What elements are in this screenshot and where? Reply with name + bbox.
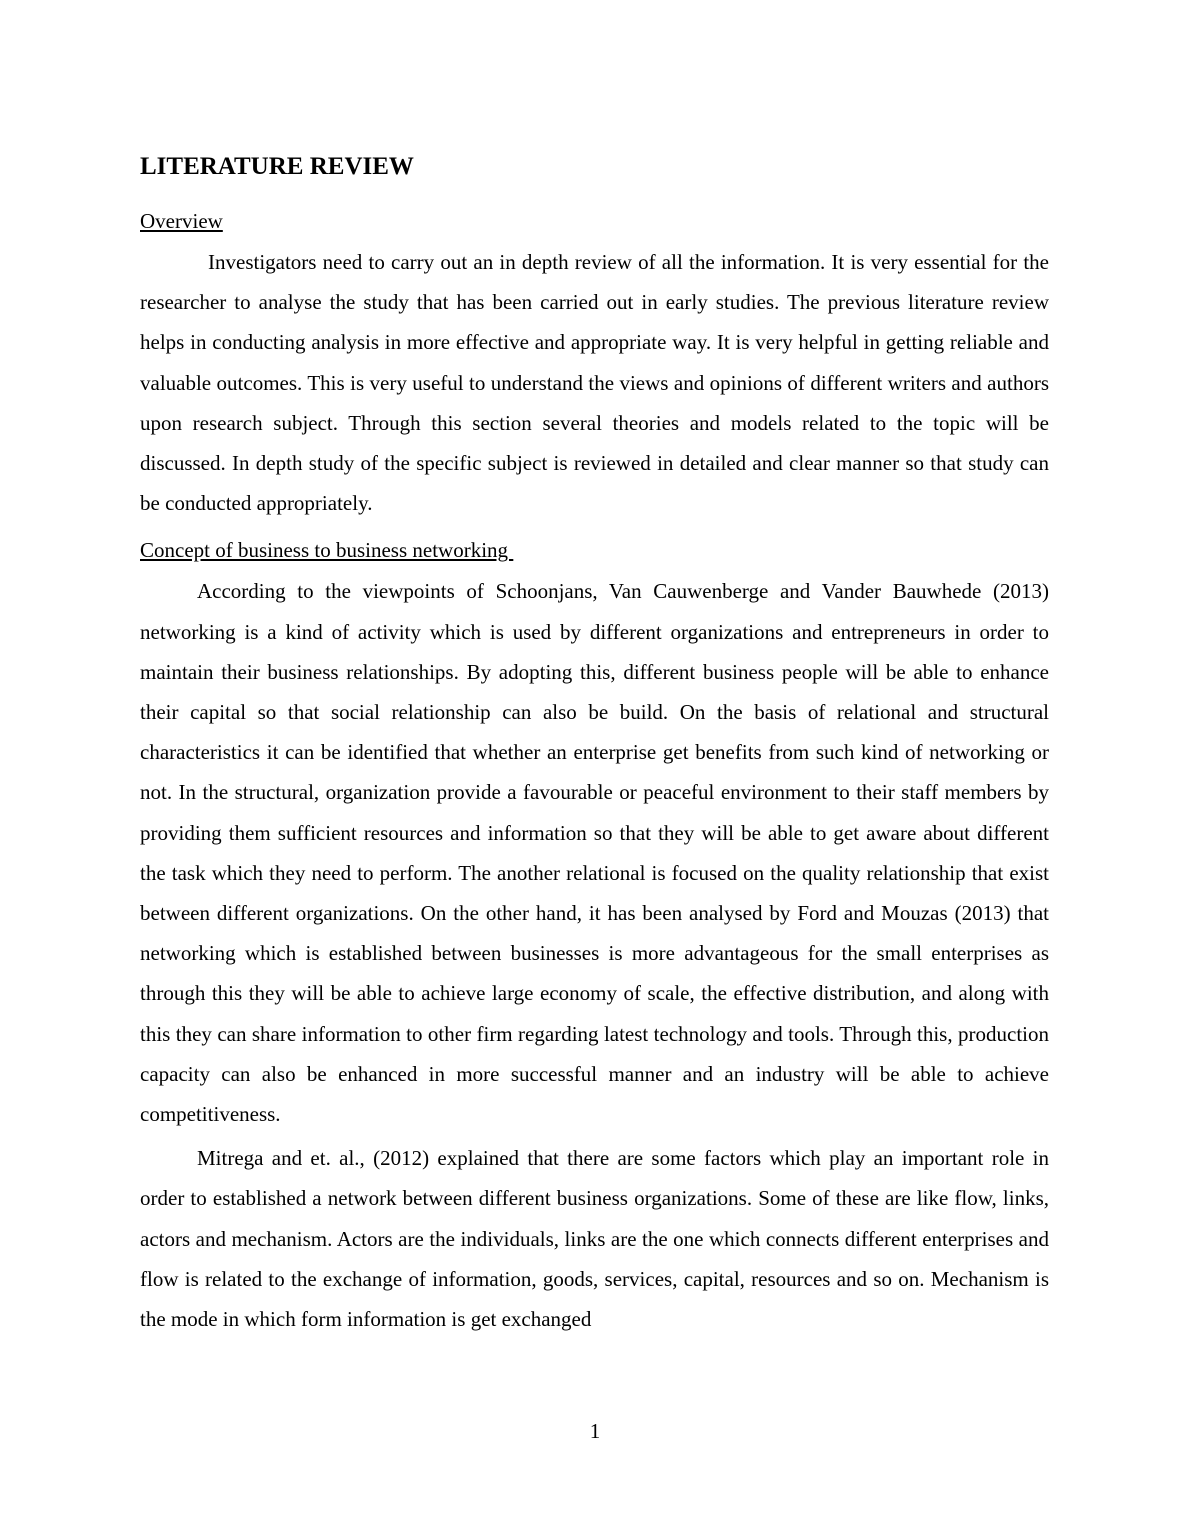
b2b-paragraph-2: Mitrega and et. al., (2012) explained that there are some factors which play an important role in order to established a network between different business organizations. Some of these are like flow, links, actors and mechanism. Actors are the individuals, links are the one which connects different enterprises and flow is related to the exchange of information, goods, services, capital, resources and so on. Mechanism is the mode in which form information is get exchanged [140, 1146, 1049, 1332]
section-heading-overview: Overview [140, 209, 223, 233]
b2b-paragraph-1: According to the viewpoints of Schoonjans, Van Cauwenberge and Vander Bauwhede (2013) networking is a kind of activity which is used by different organizations and entrepreneurs in order to maintain their business relationships. By adopting this, different business people will be able to enhance their capital so that social relationship can also be build. On the basis of relational and structural characteristics it can be identified that whether an enterprise get benefits from such kind of networking or not. In the structural, organization provide a favourable or peaceful environment to their staff members by providing them sufficient resources and information so that they will be able to get aware about different the task which they need to perform. The another relational is focused on the quality relationship that exist between different organizations. On the other hand, it has been analysed by Ford and Mouzas (2013) that networking which is established between businesses is more advantageous for the small enterprises as through this they will be able to achieve large economy of scale, the effective distribution, and along with this they can share information to other firm regarding latest technology and tools. Through this, production capacity can also be enhanced in more successful manner and an industry will be able to achieve competitiveness. [140, 579, 1049, 1127]
section-heading-b2b-networking: Concept of business to business networking [140, 538, 514, 563]
page-content [140, 150, 1049, 1339]
overview-paragraph: Investigators need to carry out an in depth review of all the information. It is very essential for the researcher to analyse the study that has been carried out in early studies. The previous literature review helps in conducting analysis in more effective and appropriate way. It is very helpful in getting reliable and valuable outcomes. This is very useful to understand the views and opinions of different writers and authors upon research subject. Through this section several theories and models related to the topic will be discussed. In depth study of the specific subject is reviewed in detailed and clear manner so that study can be conducted appropriately. [140, 250, 1049, 516]
document-title: LITERATURE REVIEW [140, 153, 414, 180]
page-number: 1 [589, 1419, 601, 1443]
